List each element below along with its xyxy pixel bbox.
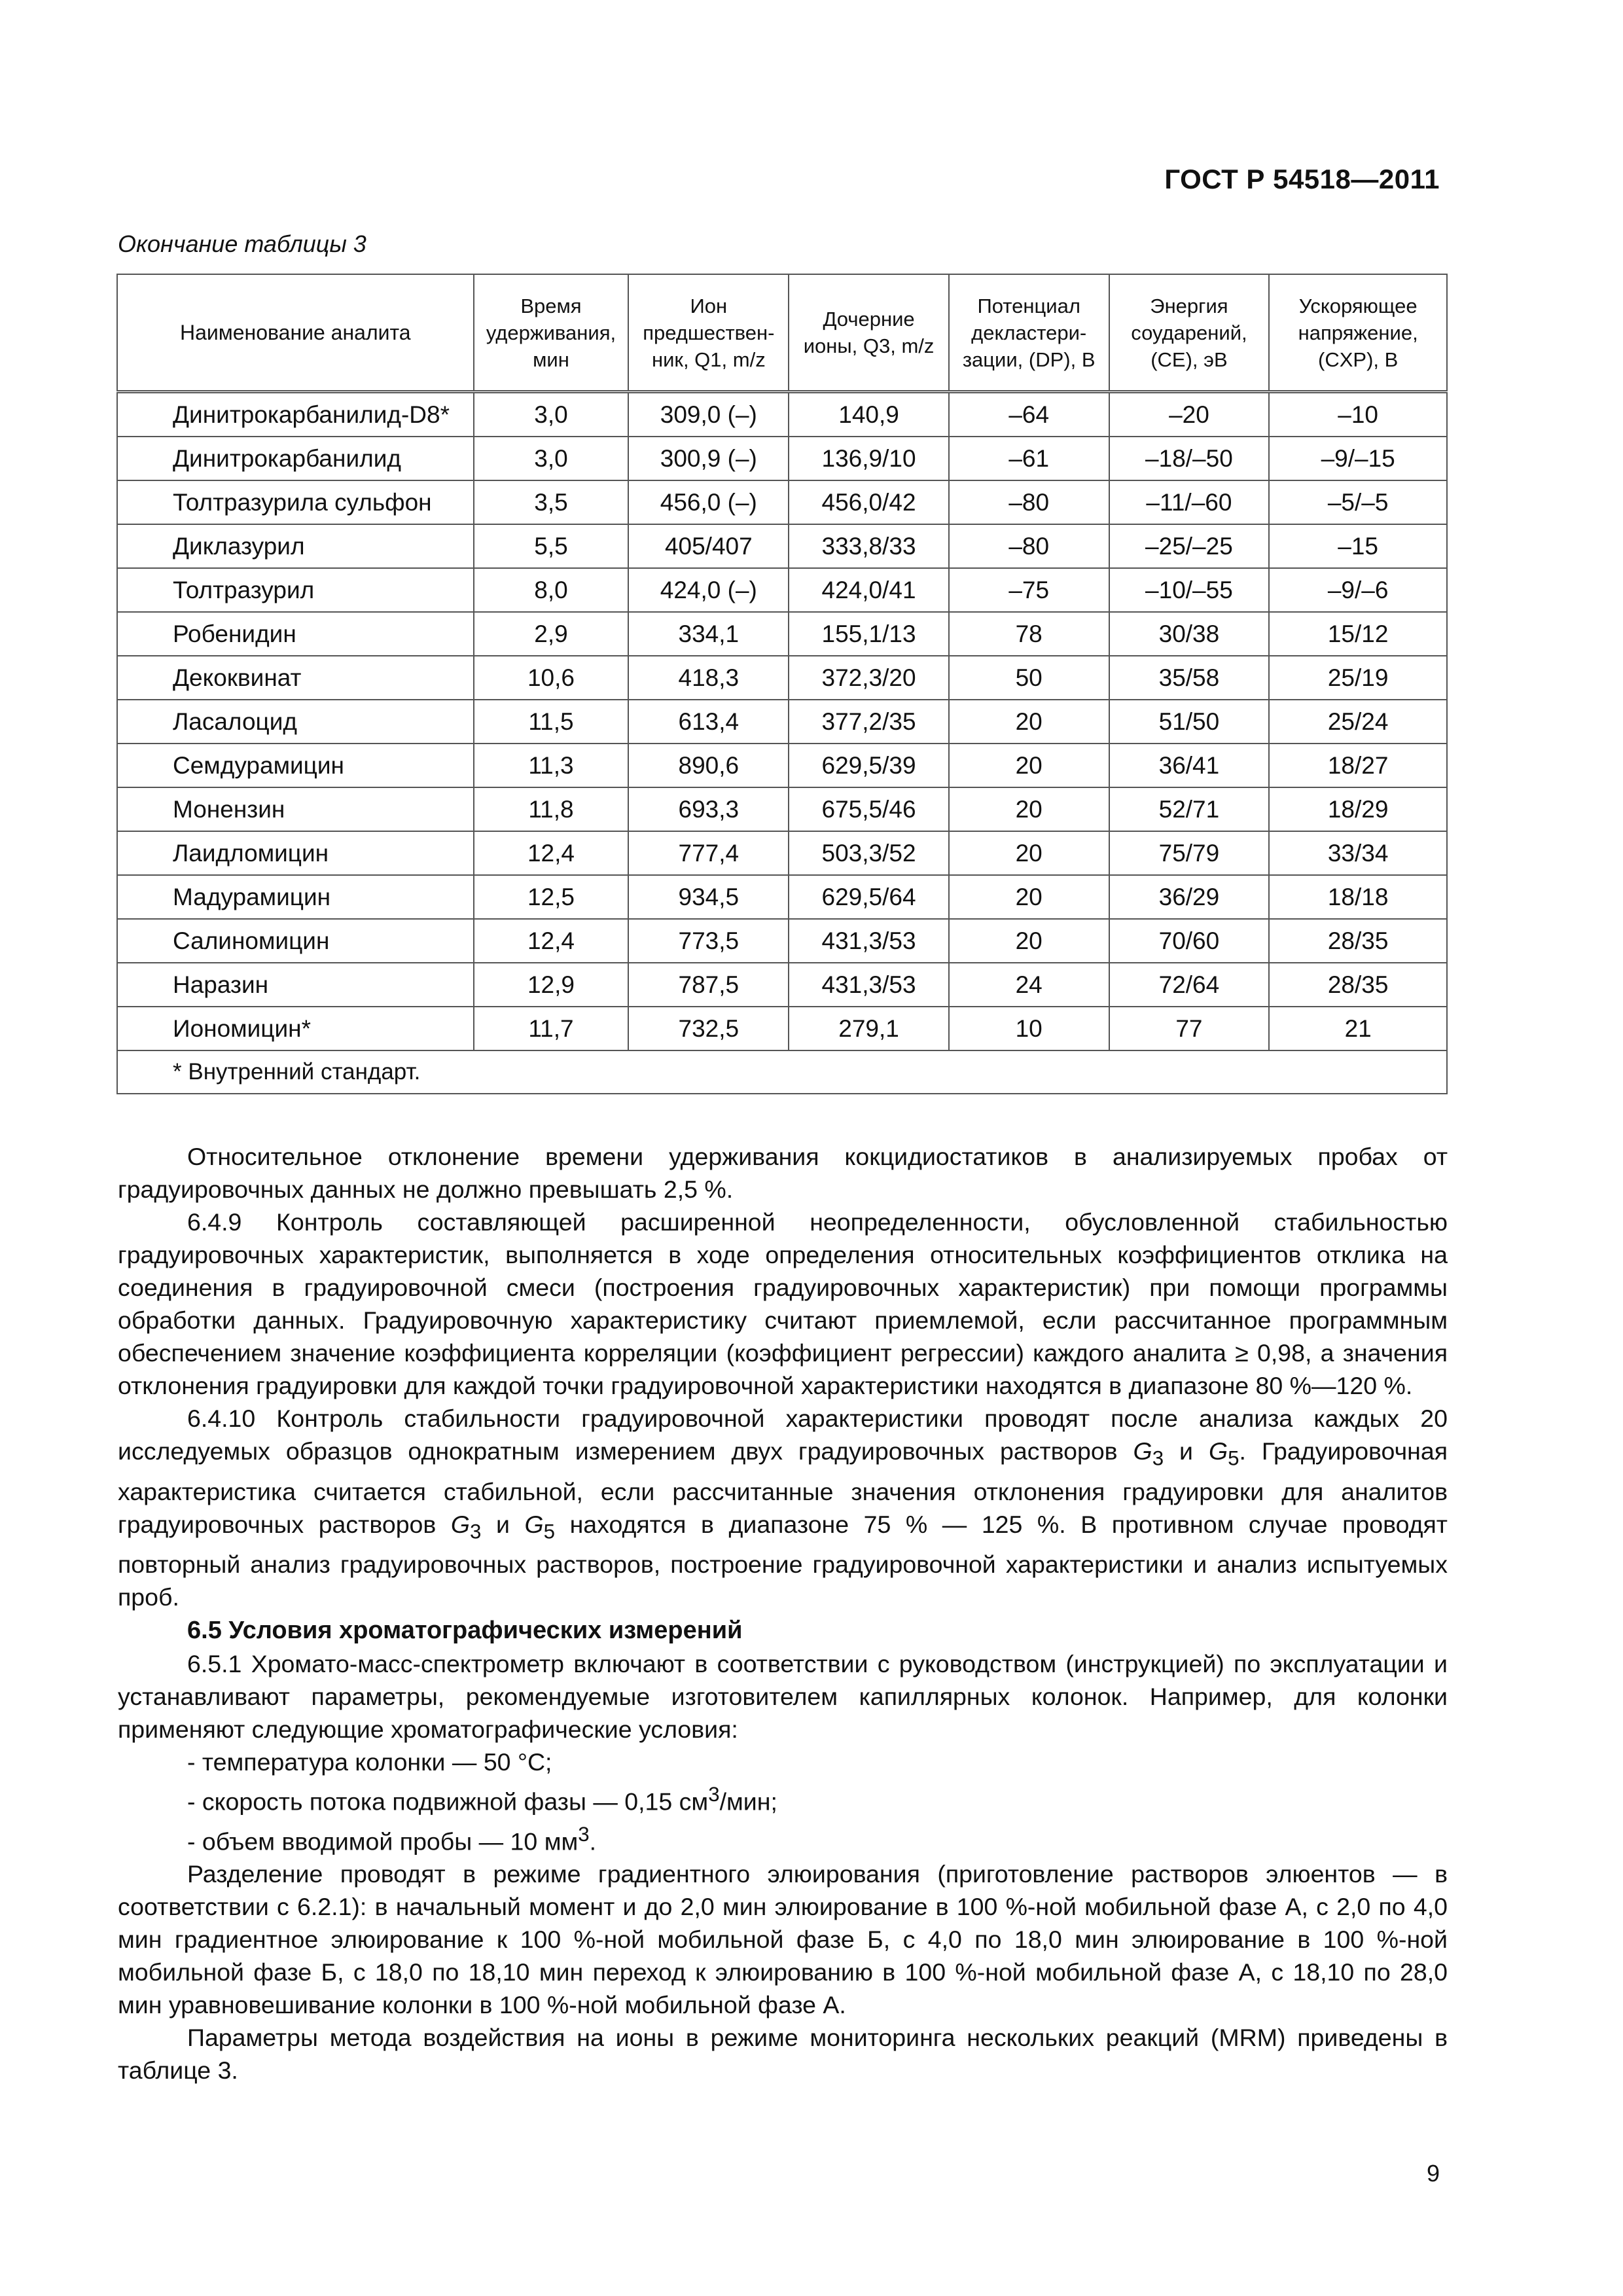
analyte-name-cell: Монензин [117,787,474,831]
list-item [118,1818,1448,1858]
table-cell: 12,9 [474,963,629,1007]
table-cell: –15 [1269,524,1447,568]
table-cell: 20 [949,831,1109,875]
table-cell: 2,9 [474,612,629,656]
table-row [117,787,1447,831]
text-run: . [589,1827,597,1855]
table-cell: 12,4 [474,831,629,875]
table-cell: –64 [949,392,1109,437]
table-cell: 78 [949,612,1109,656]
analyte-name-cell: Семдурамицин [117,744,474,787]
table-cell: 732,5 [628,1007,789,1050]
table-cell: 21 [1269,1007,1447,1050]
table-cell: 155,1/13 [789,612,949,656]
column-header: Наименование аналита [117,274,474,392]
table-cell: 405/407 [628,524,789,568]
table-cell: 431,3/53 [789,919,949,963]
table-cell: 75/79 [1109,831,1270,875]
table-cell: 456,0/42 [789,480,949,524]
table-row [117,919,1447,963]
table-row [117,612,1447,656]
table-row [117,524,1447,568]
table-cell: 28/35 [1269,963,1447,1007]
table-cell: 300,9 (–) [628,437,789,480]
table-cell: 629,5/39 [789,744,949,787]
table-row [117,963,1447,1007]
paragraph-6-5-1: 6.5.1 Хромато-масс-спектрометр включают в соответствии с руководством (инструкцией) по эксплуатации и устанавливают параметры, рекомендуемые изготовителем капиллярных колонок. Например, для колонки применяют следующие хроматографические условия: [118,1650,1448,1743]
analyte-name-cell: Ласалоцид [117,700,474,744]
column-header: Дочерние ионы, Q3, m/z [789,274,949,392]
table-cell: 15/12 [1269,612,1447,656]
table-cell: 25/24 [1269,700,1447,744]
table-cell: 51/50 [1109,700,1270,744]
section-heading-6-5: 6.5 Условия хроматографических измерений [187,1617,743,1644]
table-cell: –10/–55 [1109,568,1270,612]
table-cell: 279,1 [789,1007,949,1050]
table-cell: 675,5/46 [789,787,949,831]
text-run: - скорость потока подвижной фазы — 0,15 см [187,1787,709,1816]
table-row [117,568,1447,612]
paragraph-6-4-10 [118,1402,1448,1613]
table-cell: 24 [949,963,1109,1007]
table-row [117,700,1447,744]
table-cell: 777,4 [628,831,789,875]
table-cell: 20 [949,875,1109,919]
column-header: Энергия соударений, (CE), эВ [1109,274,1270,392]
analyte-name-cell: Салиномицин [117,919,474,963]
subscript: 5 [543,1520,556,1543]
table-cell: –11/–60 [1109,480,1270,524]
table-row [117,831,1447,875]
table-cell: 12,5 [474,875,629,919]
table-cell: 20 [949,700,1109,744]
list-item: - температура колонки — 50 °С; [187,1748,552,1776]
analyte-name-cell: Декоквинат [117,656,474,700]
table-cell: 36/41 [1109,744,1270,787]
subscript: 3 [470,1520,482,1543]
table-body [117,392,1447,1051]
symbol-g: G [450,1510,471,1538]
text-run: - объем вводимой пробы — 10 мм [187,1827,579,1855]
table-cell: 28/35 [1269,919,1447,963]
column-header: Ускоряющее напряжение, (CXP), В [1269,274,1447,392]
table-cell: 377,2/35 [789,700,949,744]
symbol-g: G [1133,1437,1152,1465]
body-text [118,1140,1448,2087]
text-run: 6.4.10 Контроль стабильности градуировочной характеристики проводят после анализа каждых 20 исследуемых образцов однократным измерением двух градуировочных растворов [118,1405,1448,1465]
table-cell: 5,5 [474,524,629,568]
table-cell: 787,5 [628,963,789,1007]
table-row [117,656,1447,700]
table-row [117,744,1447,787]
table-cell: 424,0 (–) [628,568,789,612]
table-cell: 773,5 [628,919,789,963]
table-cell: 35/58 [1109,656,1270,700]
table-cell: 503,3/52 [789,831,949,875]
table-cell: 18/18 [1269,875,1447,919]
table-cell: 418,3 [628,656,789,700]
table-cell: 18/27 [1269,744,1447,787]
table-cell: –5/–5 [1269,480,1447,524]
page-number: 9 [1426,2160,1440,2187]
table-cell: –75 [949,568,1109,612]
table-cell: 70/60 [1109,919,1270,963]
analyte-name-cell: Динитрокарбанилид-D8* [117,392,474,437]
analyte-name-cell: Динитрокарбанилид [117,437,474,480]
table-cell: 333,8/33 [789,524,949,568]
table-cell: 456,0 (–) [628,480,789,524]
table-cell: –20 [1109,392,1270,437]
analyte-name-cell: Робенидин [117,612,474,656]
symbol-g: G [1208,1437,1228,1465]
analyte-name-cell: Толтразурил [117,568,474,612]
list-item [118,1778,1448,1818]
table-cell: 10 [949,1007,1109,1050]
text-run: /мин; [719,1787,777,1816]
table-cell: 11,3 [474,744,629,787]
symbol-g: G [524,1510,544,1538]
table-cell: –18/–50 [1109,437,1270,480]
table-cell: 20 [949,744,1109,787]
table-cell: 309,0 (–) [628,392,789,437]
table-footnote: * Внутренний стандарт. [117,1050,1447,1094]
table-cell: 50 [949,656,1109,700]
table-cell: 18/29 [1269,787,1447,831]
table-cell: –25/–25 [1109,524,1270,568]
table-cell: –9/–6 [1269,568,1447,612]
table-caption: Окончание таблицы 3 [118,230,366,257]
column-header: Потенциал декластери-зации, (DP), В [949,274,1109,392]
table-cell: 25/19 [1269,656,1447,700]
table-cell: –80 [949,480,1109,524]
table-cell: 10,6 [474,656,629,700]
table-cell: 613,4 [628,700,789,744]
paragraph-6-4-9: 6.4.9 Контроль составляющей расширенной неопределенности, обусловленной стабильностью градуировочных характеристик, выполняется в ходе определения относительных коэффициентов отклика на соединения в градуировочной смеси (построения градуировочных характеристик) при помощи программы обработки данных. Градуировочную характеристику считают приемлемой, если рассчитанное программным обеспечением значение коэффициента корреляции (коэффициент регрессии) каждого аналита ≥ 0,98, а значения отклонения градуировки для каждой точки градуировочной характеристики находятся в диапазоне 80 %—120 %. [118,1208,1448,1399]
table-cell: 934,5 [628,875,789,919]
analyte-name-cell: Мадурамицин [117,875,474,919]
table-cell: 72/64 [1109,963,1270,1007]
table-cell: 693,3 [628,787,789,831]
table-cell: 30/38 [1109,612,1270,656]
superscript: 3 [578,1822,590,1846]
analyte-name-cell: Иономицин* [117,1007,474,1050]
table-cell: 136,9/10 [789,437,949,480]
analyte-name-cell: Толтразурила сульфон [117,480,474,524]
table-cell: 629,5/64 [789,875,949,919]
table-cell: 11,7 [474,1007,629,1050]
paragraph: Относительное отклонение времени удерживания кокцидиостатиков в анализируемых пробах от градуировочных данных не должно превышать 2,5 %. [118,1143,1448,1203]
table-row [117,437,1447,480]
table-cell: 372,3/20 [789,656,949,700]
paragraph: Разделение проводят в режиме градиентного элюирования (приготовление растворов элюентов — в соответствии с 6.2.1): в начальный момент и до 2,0 мин элюирование в 100 %-ной мобильной фазе А, с 2,0 по 4,0 мин градиентное элюирование к 100 %-ной мобильной фазе Б, с 4,0 по 18,0 мин элюирование в 100 %-ной мобильной фазе Б, с 18,0 по 18,10 мин переход к элюированию в 100 %-ной мобильной фазе А, с 18,10 по 28,0 мин уравновешивание колонки в 100 %-ной мобильной фазе А. [118,1860,1448,2018]
table-cell: 33/34 [1269,831,1447,875]
table-cell: 3,5 [474,480,629,524]
table-row [117,392,1447,437]
table-cell: 12,4 [474,919,629,963]
table-cell: 11,8 [474,787,629,831]
table-cell: 36/29 [1109,875,1270,919]
table-cell: 140,9 [789,392,949,437]
subscript: 5 [1228,1446,1240,1470]
analyte-name-cell: Наразин [117,963,474,1007]
table-row [117,480,1447,524]
text-run: находятся в диапазоне 75 % — 125 %. В противном случае проводят повторный анализ градуировочных растворов, построение градуировочной характеристики и анализ испытуемых проб. [118,1510,1448,1611]
table-cell: 11,5 [474,700,629,744]
analyte-name-cell: Диклазурил [117,524,474,568]
column-header: Ион предшествен-ник, Q1, m/z [628,274,789,392]
table-cell: 3,0 [474,392,629,437]
table-cell: 8,0 [474,568,629,612]
table-row [117,1007,1447,1050]
table-header-row [117,274,1447,392]
paragraph: Параметры метода воздействия на ионы в режиме мониторинга нескольких реакций (MRM) приведены в таблице 3. [118,2024,1448,2084]
table-cell: –80 [949,524,1109,568]
table-row [117,875,1447,919]
analyte-name-cell: Лаидломицин [117,831,474,875]
table-cell: 890,6 [628,744,789,787]
document-code: ГОСТ Р 54518—2011 [1164,164,1440,194]
table-cell: 20 [949,919,1109,963]
table-cell: 424,0/41 [789,568,949,612]
table-cell: –9/–15 [1269,437,1447,480]
table-cell: 334,1 [628,612,789,656]
text-run: . Градуировочная характеристика считается стабильной, если рассчитанные значения отклонения градуировки для аналитов градуировочных растворов [118,1437,1448,1538]
table-cell: 20 [949,787,1109,831]
table-cell: –10 [1269,392,1447,437]
analyte-table [116,274,1448,1094]
text-run: и [481,1510,525,1538]
table-cell: –61 [949,437,1109,480]
column-header: Время удерживания, мин [474,274,629,392]
superscript: 3 [708,1783,720,1806]
table-cell: 3,0 [474,437,629,480]
table-footnote-row [117,1050,1447,1094]
text-run: и [1164,1437,1209,1465]
subscript: 3 [1152,1446,1164,1470]
table-cell: 52/71 [1109,787,1270,831]
table-cell: 431,3/53 [789,963,949,1007]
table-cell: 77 [1109,1007,1270,1050]
